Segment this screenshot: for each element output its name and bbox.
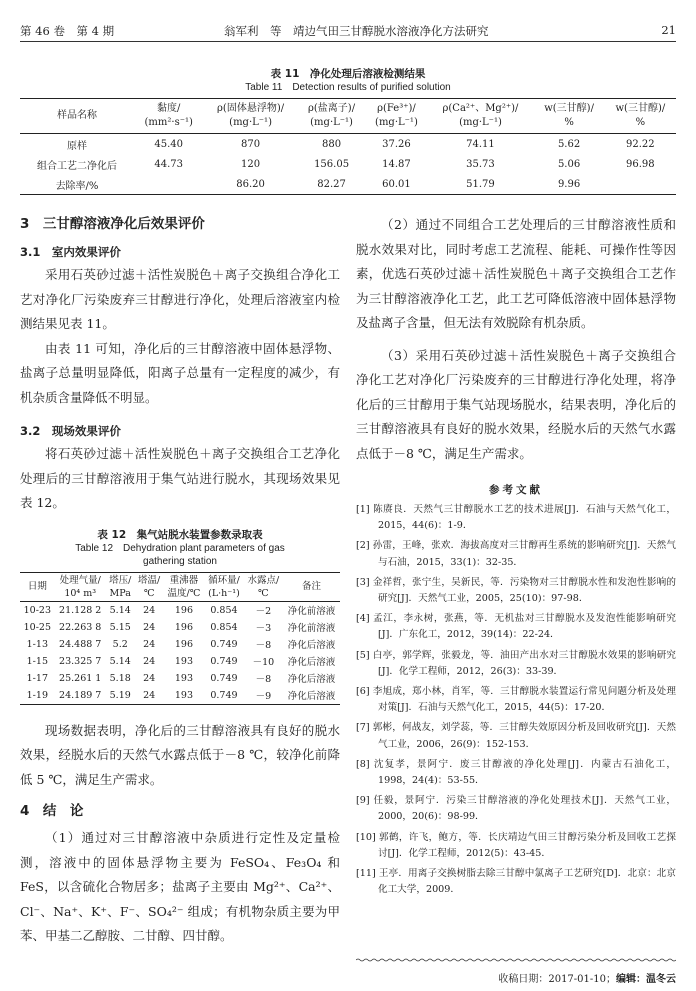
table-cell: 60.01	[365, 174, 427, 195]
table-cell: 82.27	[298, 174, 366, 195]
table-row	[20, 174, 676, 195]
left-column	[20, 213, 340, 949]
table-cell: －8	[255, 640, 272, 651]
table-cell: 1-19	[20, 687, 55, 705]
table-cell: －3	[255, 623, 272, 634]
table-cell: 196	[174, 621, 193, 633]
table-cell: 193	[174, 655, 193, 667]
paragraph: （3）采用石英砂过滤＋活性炭脱色＋离子交换组合净化工艺对净化厂污染废弃的三甘醇进行净化处理，将净化后的三甘醇用于集气站现场脱水，结果表明，净化后的三甘醇溶液具有良好的脱水效果，经脱水后的天然气水露点低于－8 ℃，满足生产需求。	[356, 347, 676, 461]
table-11-header: 样品名称	[20, 99, 134, 134]
table-11-header: w(三甘醇)/ %	[605, 99, 676, 134]
table-cell: 组合工艺二净化后	[37, 160, 117, 172]
table-11-block	[20, 67, 676, 195]
wavy-separator	[356, 958, 676, 962]
table-12	[20, 572, 340, 705]
table-cell	[605, 174, 676, 195]
table-12-caption-en: Table 12 Dehydration plant parameters of gas	[75, 542, 285, 554]
table-cell: 1-17	[26, 672, 48, 684]
reference-item: [4] 孟江，李永树，张燕，等．无机盐对三甘醇脱水及发泡性能影响研究[J]．广东化工，2012，39(14)：22-24．	[356, 613, 676, 641]
table-cell: －8	[255, 674, 272, 685]
table-cell: 51.79	[427, 174, 533, 195]
table-cell: 24	[143, 672, 156, 684]
table-cell: －9	[244, 687, 283, 705]
table-cell: 44.73	[154, 158, 184, 170]
table-cell: 5.62	[557, 138, 581, 150]
table-row	[20, 653, 340, 670]
reference-item: [9] 任毅，景阿宁．污染三甘醇溶液的净化处理技术[J]．天然气工业，2000，20(6)：98-99．	[356, 795, 676, 823]
table-cell: －10	[252, 657, 275, 668]
section-4-heading: 4 结 论	[20, 803, 84, 819]
reference-item: [1] 陈赓良．天然气三甘醇脱水工艺的技术进展[J]．石油与天然气化工，2015，44(6)：1-9．	[356, 504, 676, 532]
table-cell: 21.128 2	[59, 604, 102, 616]
table-cell: 净化后溶液	[287, 674, 336, 685]
right-column	[356, 213, 676, 902]
table-cell: 86.20	[203, 174, 297, 195]
table-cell: －2	[255, 606, 272, 617]
table-cell	[134, 174, 203, 195]
table-row	[20, 687, 340, 705]
table-11-header: ρ(Fe³⁺)/ (mg·L⁻¹)	[365, 99, 427, 134]
page-number: 21	[661, 23, 676, 37]
reference-item: [3] 金祥哲，张宁生，吴新民，等．污染物对三甘醇脱水性和发泡性影响的研究[J]．天然气工业，2005，25(10)：97-98．	[356, 576, 676, 605]
table-cell: 0.854	[210, 621, 238, 633]
table-row	[20, 636, 340, 653]
table-cell: 1-15	[26, 655, 48, 667]
table-cell: 45.40	[154, 138, 184, 150]
table-cell: 净化前溶液	[287, 606, 336, 617]
reference-item: [11] 王亭．用离子交换树脂去除三甘醇中氯离子工艺研究[D]．北京：北京化工大学，2009．	[356, 868, 676, 896]
received-date: 收稿日期：2017-01-10；	[498, 974, 616, 985]
table-cell: 74.11	[466, 138, 495, 150]
table-12-header: 处理气量/ 10⁴ m³	[55, 572, 106, 601]
table-12-caption-en-2: gathering station	[143, 555, 217, 567]
table-cell: 92.22	[626, 138, 655, 150]
table-cell: 10-23	[23, 604, 52, 616]
table-12-header: 重沸器 温度/℃	[164, 572, 205, 601]
table-cell: 0.749	[210, 655, 238, 667]
table-11	[20, 98, 676, 195]
table-cell: 24	[143, 655, 156, 667]
table-cell: 196	[174, 638, 193, 650]
table-cell: 24	[135, 687, 164, 705]
reference-item: [2] 孙雷，王峰，张欢．海拔高度对三甘醇再生系统的影响研究[J]．天然气与石油，2015，33(1)：32-35．	[356, 540, 676, 568]
editor-name: 编辑：温冬云	[616, 974, 676, 985]
reference-item: [8] 沈复孝，景阿宁．废三甘醇液的净化处理[J]．内蒙古石油化工，1998，24(4)：53-55．	[356, 758, 676, 787]
table-cell: 156.05	[314, 158, 350, 170]
table-12-block	[20, 528, 340, 705]
journal-volume: 第 46 卷 第 4 期	[20, 24, 115, 38]
table-cell: 37.26	[382, 138, 411, 150]
section-3-heading: 3 三甘醇溶液净化后效果评价	[20, 216, 205, 232]
table-12-header: 塔压/ MPa	[106, 572, 135, 601]
paragraph: 现场数据表明，净化后的三甘醇溶液具有良好的脱水效果，经脱水后的天然气水露点低于－8 ℃，较净化前降低 5 ℃，满足生产需求。	[20, 722, 340, 787]
table-11-header: 黏度/ (mm²·s⁻¹)	[134, 99, 203, 134]
table-cell: 5.2	[112, 638, 128, 650]
table-cell: 24	[143, 638, 156, 650]
table-11-header: ρ(盐离子)/ (mg·L⁻¹)	[298, 99, 366, 134]
table-11-header: ρ(固体悬浮物)/ (mg·L⁻¹)	[203, 99, 297, 134]
table-cell: 0.749	[210, 638, 238, 650]
table-row	[20, 134, 676, 155]
table-11-header: ρ(Ca²⁺、Mg²⁺)/ (mg·L⁻¹)	[427, 99, 533, 134]
table-row	[20, 601, 340, 619]
received-editor-note	[498, 970, 676, 985]
table-row	[20, 154, 676, 174]
section-3-2-heading: 3.2 现场效果评价	[20, 424, 121, 438]
table-12-header: 备注	[283, 572, 340, 601]
table-cell: 5.14	[109, 604, 131, 616]
table-11-caption-cn: 表 11 净化处理后溶液检测结果	[270, 68, 426, 80]
paragraph: （1）通过对三甘醇溶液中杂质进行定性及定量检测，溶液中的固体悬浮物主要为 FeSO₄、Fe₃O₄ 和 FeS，以含硫化合物居多；盐离子主要由 Mg²⁺、Ca²⁺、Cl⁻、Na⁺、K⁺、F⁻、SO₄²⁻ 组成；有机物杂质主要为甲苯、甲基二乙醇胺、二甘醇、四甘醇。	[20, 830, 340, 943]
table-12-header: 循环量/ (L·h⁻¹)	[204, 572, 243, 601]
table-cell: 5.15	[109, 621, 131, 633]
table-cell: 9.96	[533, 174, 604, 195]
table-cell: 23.325 7	[59, 655, 102, 667]
paragraph: 由表 11 可知，净化后的三甘醇溶液中固体悬浮物、盐离子总量明显降低，阳离子总量有一定程度的减少，有机杂质含量降低不明显。	[20, 340, 340, 405]
table-cell: 0.749	[210, 672, 238, 684]
header-rule	[20, 41, 676, 42]
reference-item: [7] 郭彬，何战友，刘学蕊，等．三甘醇失效原因分析及回收研究[J]．天然气工业，2006，26(9)：152-153．	[356, 722, 676, 750]
table-cell: 净化前溶液	[287, 623, 336, 634]
table-cell: 196	[174, 604, 193, 616]
running-title: 翁军利 等 靖边气田三甘醇脱水溶液净化方法研究	[224, 24, 489, 38]
table-12-header: 水露点/ ℃	[244, 572, 283, 601]
reference-item: [5] 白亭，郭学辉，张毅龙，等．油田产出水对三甘醇脱水效果的影响研究[J]．化学工程师，2012，26(3)：33-39．	[356, 649, 676, 677]
table-cell: 96.98	[626, 158, 655, 170]
table-11-caption-en: Table 11 Detection results of purified solution	[245, 82, 451, 93]
table-cell: 193	[164, 687, 205, 705]
table-cell: 25.261 1	[59, 672, 102, 684]
table-row	[20, 670, 340, 687]
table-12-header: 塔温/ ℃	[135, 572, 164, 601]
references-list	[356, 502, 676, 898]
table-cell: 净化后溶液	[283, 687, 340, 705]
table-cell: 120	[241, 158, 261, 170]
table-12-header: 日期	[20, 572, 55, 601]
table-cell: 0.749	[204, 687, 243, 705]
paragraph: 将石英砂过滤＋活性炭脱色＋离子交换组合工艺净化处理后的三甘醇溶液用于集气站进行脱水，其现场效果见表 12。	[20, 446, 340, 510]
table-cell: 24	[143, 604, 156, 616]
table-cell: 净化后溶液	[287, 657, 336, 668]
table-cell: 5.18	[109, 672, 131, 684]
table-12-caption-cn: 表 12 集气站脱水装置参数录取表	[97, 528, 263, 541]
table-cell: 22.263 8	[59, 621, 102, 633]
table-cell: 5.06	[557, 158, 581, 170]
table-11-header: w(三甘醇)/ %	[533, 99, 604, 134]
table-cell: 10-25	[23, 621, 52, 633]
reference-item: [10] 郭鹤，许飞，鲍方，等．长庆靖边气田三甘醇污染分析及回收工艺探讨[J]．化学工程师，2012(5)：43-45．	[356, 831, 676, 859]
table-cell: 净化后溶液	[287, 640, 336, 651]
table-cell: 24	[143, 621, 156, 633]
running-header	[20, 23, 676, 41]
table-cell: 14.87	[382, 158, 411, 170]
table-cell: 1-13	[26, 638, 48, 650]
table-cell: 原样	[67, 140, 87, 152]
paragraph: 采用石英砂过滤＋活性炭脱色＋离子交换组合净化工艺对净化厂污染废弃三甘醇进行净化，处理后溶液室内检测结果见表 11。	[20, 267, 340, 331]
table-cell: 870	[241, 138, 261, 150]
table-cell: 193	[174, 672, 193, 684]
table-cell: 35.73	[466, 158, 495, 170]
reference-item: [6] 李旭成，郑小林，肖军，等．三甘醇脱水装置运行常见问题分析及处理对策[J]．石油与天然气化工，2015，44(5)：17-20．	[356, 686, 676, 714]
table-cell: 0.854	[210, 604, 238, 616]
table-cell: 24.189 7	[55, 687, 106, 705]
references-heading: 参考文献	[489, 484, 543, 496]
table-cell: 880	[322, 138, 342, 150]
table-cell: 24.488 7	[59, 638, 102, 650]
table-row	[20, 619, 340, 636]
section-3-1-heading: 3.1 室内效果评价	[20, 245, 121, 259]
table-cell: 5.19	[106, 687, 135, 705]
table-cell: 5.14	[109, 655, 131, 667]
table-cell: 去除率/%	[20, 174, 134, 195]
paragraph: （2）通过不同组合工艺处理后的三甘醇溶液性质和脱水效果对比，同时考虑工艺流程、能耗、可操作性等因素，优选石英砂过滤＋活性炭脱色＋离子交换组合工艺作为三甘醇溶液净化工艺，此工艺可降低溶液中固体悬浮物及盐离子含量，但无法有效脱除有机杂质。	[356, 217, 676, 330]
